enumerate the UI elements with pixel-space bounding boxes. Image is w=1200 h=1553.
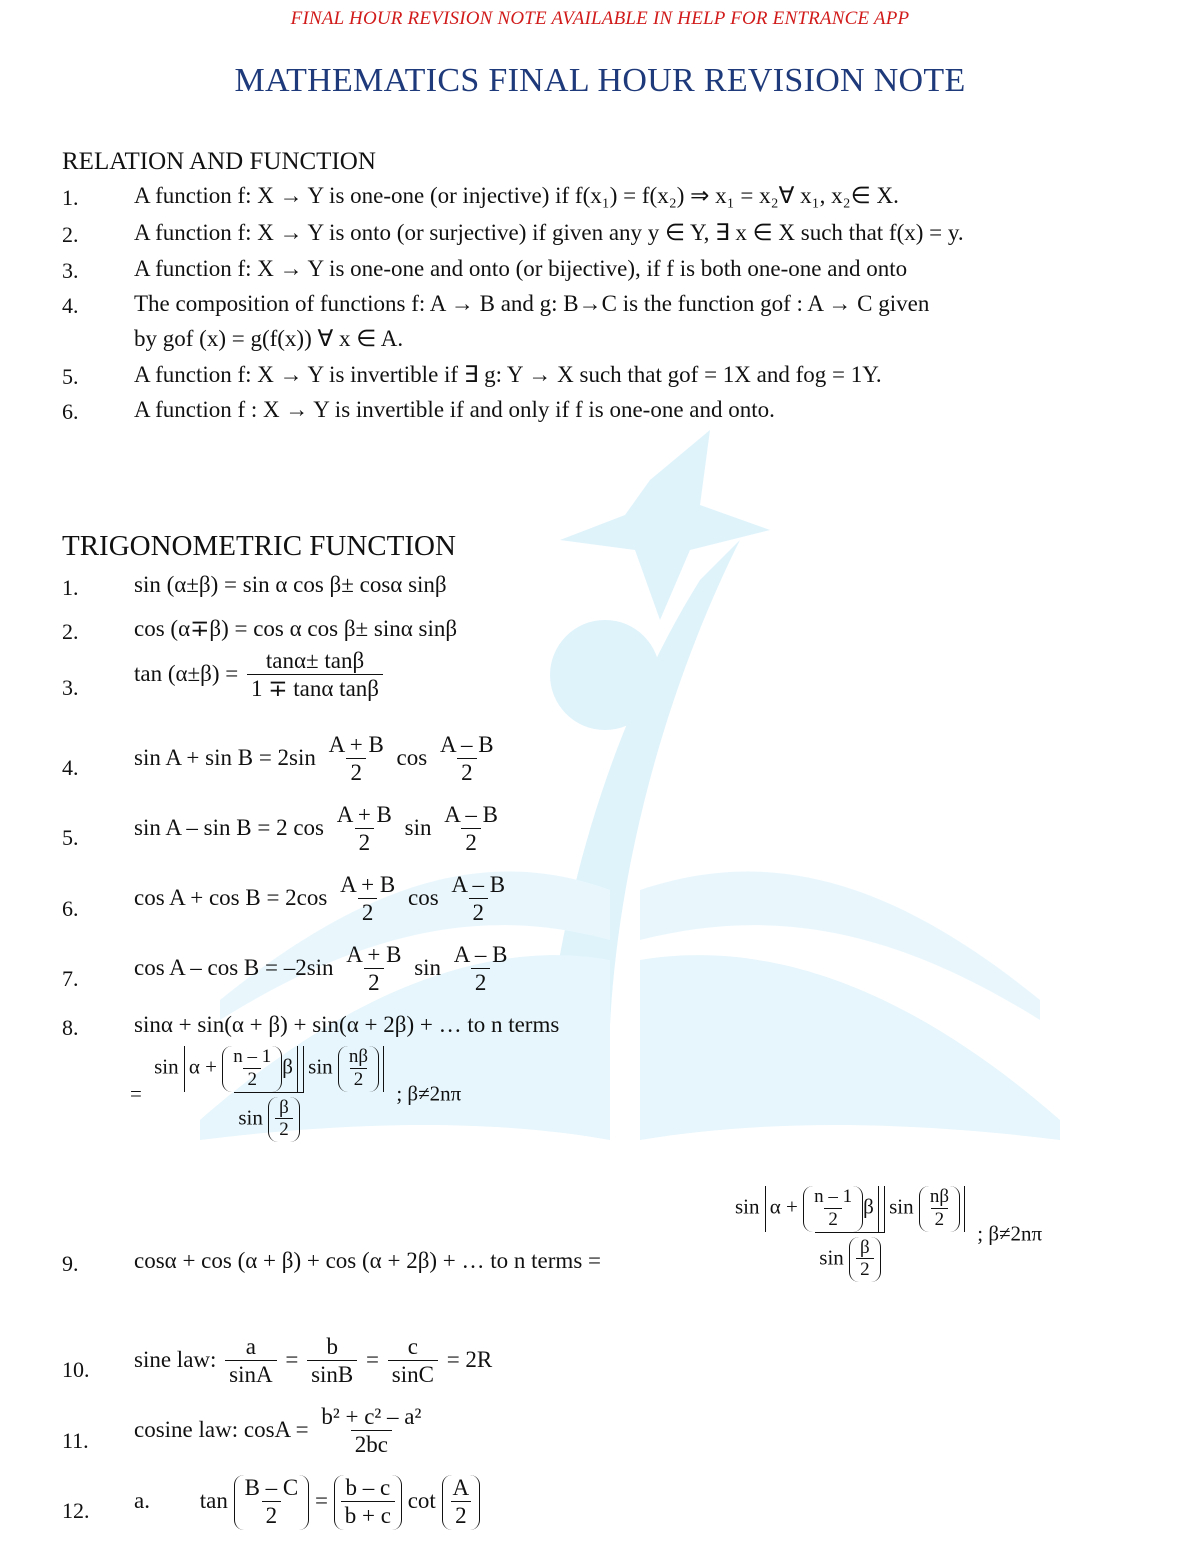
denominator: 2 [461,828,481,857]
function-name: cos [408,884,439,910]
numerator: A – B [453,942,508,967]
formula-9-rhs [728,1186,1042,1282]
list-number: 6. [62,896,79,921]
list-number: 4. [62,755,79,780]
list-item: A function f: X → Y is invertible if ∃ g: Y → X such that gof = 1X and fog = 1Y. [134,362,882,387]
fraction [307,1334,357,1389]
list-number: 12. [62,1498,90,1523]
beta-term: β [282,1054,293,1079]
numerator: a [245,1334,256,1359]
numerator [150,1046,388,1092]
list-number: 4. [62,293,79,318]
fraction [229,1046,275,1092]
denominator: 2 [824,1208,842,1232]
paren-group [338,1046,379,1092]
denominator: 2 [469,898,489,927]
list-number: 2. [62,619,79,644]
bracket-group [303,1046,384,1092]
fraction [345,1046,372,1092]
formula-9: cosα + cos (α + β) + cos (α + 2β) + … to n terms = [134,1248,601,1273]
paren-group [919,1186,960,1232]
numerator: n – 1 [814,1186,853,1207]
numerator: n – 1 [233,1046,272,1067]
numerator: c [407,1334,418,1359]
formula-10 [134,1334,492,1389]
fraction [150,1046,388,1142]
fraction [436,732,498,787]
denominator: 2 [355,828,375,857]
numerator: A + B [346,942,402,967]
function-name: sin [889,1194,914,1219]
formula-lhs: tan (α±β) = [134,660,239,686]
function-name: tan [199,1487,228,1513]
denominator: 2bc [351,1430,392,1459]
fraction [449,1475,474,1530]
formula-lhs: sin A + sin B = 2sin [134,744,316,770]
alpha-term: α + [188,1054,217,1079]
list-number: 1. [62,575,79,600]
list-number: 2. [62,222,79,247]
function-name: sin [308,1054,333,1079]
list-number: 1. [62,185,79,210]
numerator: A + B [328,732,384,757]
condition: ; β≠2nπ [977,1221,1043,1246]
numerator: A – B [444,802,498,827]
list-item-continuation: by gof (x) = g(f(x)) ∀ x ∈ A. [134,326,404,351]
numerator: tanα± tanβ [265,648,365,673]
bracket-group [765,1186,879,1232]
numerator: A [452,1475,470,1500]
numerator: nβ [929,1186,949,1207]
list-number: 3. [62,258,79,283]
function-name: sin [154,1054,179,1079]
fraction [450,942,512,997]
denominator: 2 [931,1208,949,1232]
formula-lhs: sine law: [134,1346,217,1372]
fraction [447,872,509,927]
numerator: B – C [244,1475,299,1500]
formula-2: cos (α∓β) = cos α cos β± sinα sinβ [134,616,458,641]
denominator: 2 [350,1068,368,1092]
list-item: A function f: X → Y is one-one (or injective) if f(x₁) = f(x₂) ⇒ x₁ = x₂∀ x₁, x₂∈ X. [134,183,899,208]
denominator: 2 [457,758,477,787]
paren-group [268,1097,300,1143]
fraction [731,1186,969,1282]
denominator: 2 [451,1501,471,1530]
formula-lhs: cos A + cos B = 2cos [134,884,328,910]
section-heading-relation: RELATION AND FUNCTION [62,148,376,175]
formula-12 [134,1475,480,1530]
denominator: sinC [388,1360,438,1389]
formula-4 [134,732,501,787]
fraction [241,1475,303,1530]
numerator: A – B [439,732,494,757]
denominator: 2 [358,898,378,927]
numerator: A + B [336,802,392,827]
fraction [225,1334,276,1389]
denominator: b + c [341,1501,395,1530]
formula-8: sinα + sin(α + β) + sin(α + 2β) + … to n terms [134,1012,560,1037]
fraction [325,732,388,787]
fraction [247,648,383,703]
list-number: 7. [62,966,79,991]
fraction [388,1334,438,1389]
numerator: β [279,1096,289,1118]
denominator: 2 [364,968,384,997]
denominator: sinB [307,1360,357,1389]
function-name: sin [735,1194,760,1219]
fraction [341,1475,395,1530]
fraction [333,802,396,857]
function-name: cot [407,1487,436,1513]
list-number: 9. [62,1251,79,1276]
sub-item-label: a. [134,1487,150,1513]
list-item: A function f: X → Y is one-one and onto (or bijective), if f is both one-one and onto [134,256,908,281]
numerator: β [860,1236,870,1258]
fraction [440,802,502,857]
denominator [234,1092,303,1143]
formula-lhs: cosine law: cosA = [134,1416,309,1442]
denominator: 2 [275,1118,293,1142]
paren-group [803,1186,863,1232]
paren-group [334,1475,402,1530]
alpha-term: α + [769,1194,798,1219]
fraction [342,942,405,997]
formula-rhs: = 2R [446,1346,493,1372]
fraction [336,872,399,927]
function-name: sin [414,954,442,980]
bracket-group [184,1046,298,1092]
formula-5 [134,802,505,857]
fraction [856,1237,874,1283]
fraction [275,1097,293,1143]
list-number: 6. [62,399,79,424]
denominator: 2 [346,758,366,787]
header-banner: FINAL HOUR REVISION NOTE AVAILABLE IN HELP FOR ENTRANCE APP [290,8,910,29]
formula-lhs: sin A – sin B = 2 cos [134,814,324,840]
paren-group [222,1046,282,1092]
list-number: 5. [62,825,79,850]
paren-group [849,1237,881,1283]
bracket-group [884,1186,965,1232]
numerator: nβ [348,1046,369,1067]
numerator [731,1186,969,1232]
beta-term: β [863,1194,874,1219]
list-number: 5. [62,364,79,389]
list-item: A function f : X → Y is invertible if and only if f is one-one and onto. [134,397,775,422]
formula-8-rhs [130,1046,461,1142]
equals-sign: = [285,1346,299,1372]
formula-11 [134,1404,428,1459]
denominator: 2 [262,1501,282,1530]
formula-lhs: cos A – cos B = –2sin [134,954,334,980]
formula-6 [134,872,512,927]
denominator: 2 [471,968,491,997]
denominator: 1 ∓ tanα tanβ [247,674,383,703]
numerator: A + B [340,872,396,897]
denominator: 2 [243,1068,261,1092]
function-name: sin [819,1245,844,1270]
list-item: The composition of functions f: A → B and g: B→C is the function gof : A → C given [134,291,930,316]
numerator: b – c [345,1475,391,1500]
numerator: A – B [451,872,506,897]
formula-7 [134,942,514,997]
fraction [926,1186,953,1232]
paren-group [234,1475,310,1530]
fraction [810,1186,856,1232]
numerator: b² + c² – a² [321,1404,422,1429]
condition: ; β≠2nπ [396,1081,462,1106]
fraction [317,1404,425,1459]
function-name: cos [396,744,428,770]
section-heading-trig: TRIGONOMETRIC FUNCTION [62,530,456,562]
denominator: 2 [856,1258,874,1282]
formula-3 [134,648,386,703]
list-item: A function f: X → Y is onto (or surjective) if given any y ∈ Y, ∃ x ∈ X such that f(x) = y. [134,220,964,245]
denominator [815,1232,884,1283]
numerator: b [326,1334,338,1359]
list-number: 11. [62,1428,89,1453]
denominator: sinA [225,1360,276,1389]
formula-1: sin (α±β) = sin α cos β± cosα sinβ [134,572,447,597]
page-title: MATHEMATICS FINAL HOUR REVISION NOTE [234,62,966,99]
function-name: sin [404,814,432,840]
paren-group [442,1475,481,1530]
equals-sign: = [130,1081,142,1106]
function-name: sin [238,1105,263,1130]
equals-sign: = [366,1346,380,1372]
list-number: 8. [62,1015,79,1040]
list-number: 3. [62,675,79,700]
equals-sign: = [315,1487,328,1513]
list-number: 10. [62,1357,90,1382]
